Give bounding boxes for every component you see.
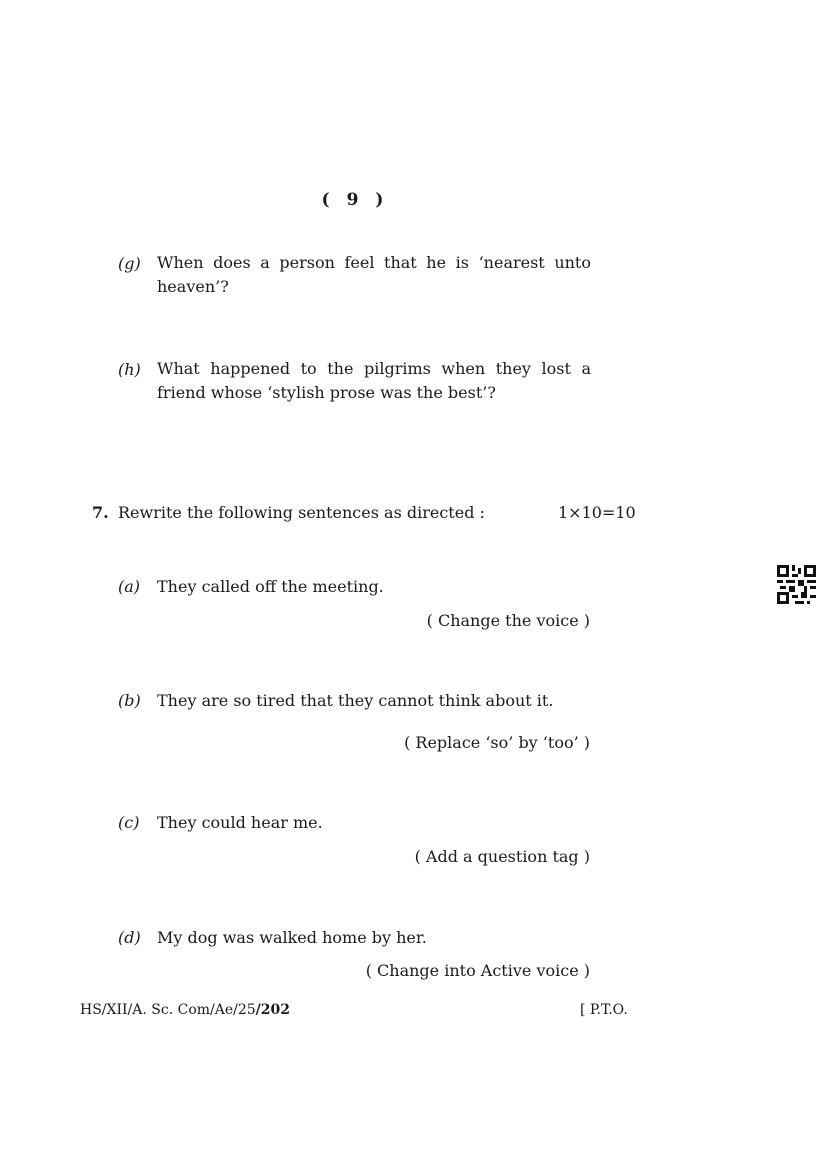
item-b-sentence: They are so tired that they cannot think about it. (157, 691, 554, 710)
item-a-sentence: They called off the meeting. (157, 577, 384, 596)
question-7-instruction: Rewrite the following sentences as directed : (118, 503, 485, 522)
item-h-label: (h) (118, 360, 141, 379)
item-a-direction: ( Change the voice ) (426, 611, 590, 630)
item-h-question: What happened to the pilgrims when they lost a friend whose ‘stylish prose was the best’? (157, 359, 591, 402)
item-b-direction: ( Replace ‘so’ by ‘too’ ) (404, 733, 590, 752)
pto-marker: [ P.T.O. (580, 1002, 628, 1018)
question-7-marks: 1×10=10 (558, 503, 636, 522)
item-d-sentence: My dog was walked home by her. (157, 928, 427, 947)
item-d-direction: ( Change into Active voice ) (365, 961, 590, 980)
item-a-label: (a) (118, 577, 141, 596)
item-c-sentence: They could hear me. (157, 813, 323, 832)
item-c-direction: ( Add a question tag ) (414, 847, 590, 866)
question-7-number: 7. (92, 503, 109, 522)
paper-code: HS/XII/A. Sc. Com/Ae/25/202 (80, 1002, 291, 1018)
item-g-label: (g) (118, 254, 141, 273)
item-g-question: When does a person feel that he is ‘nearest unto heaven’? (157, 253, 591, 296)
qr-code-icon (777, 565, 816, 604)
page-number: ( 9 ) (321, 190, 385, 210)
item-c-label: (c) (118, 813, 140, 832)
item-d-label: (d) (118, 928, 141, 947)
item-b-label: (b) (118, 691, 141, 710)
